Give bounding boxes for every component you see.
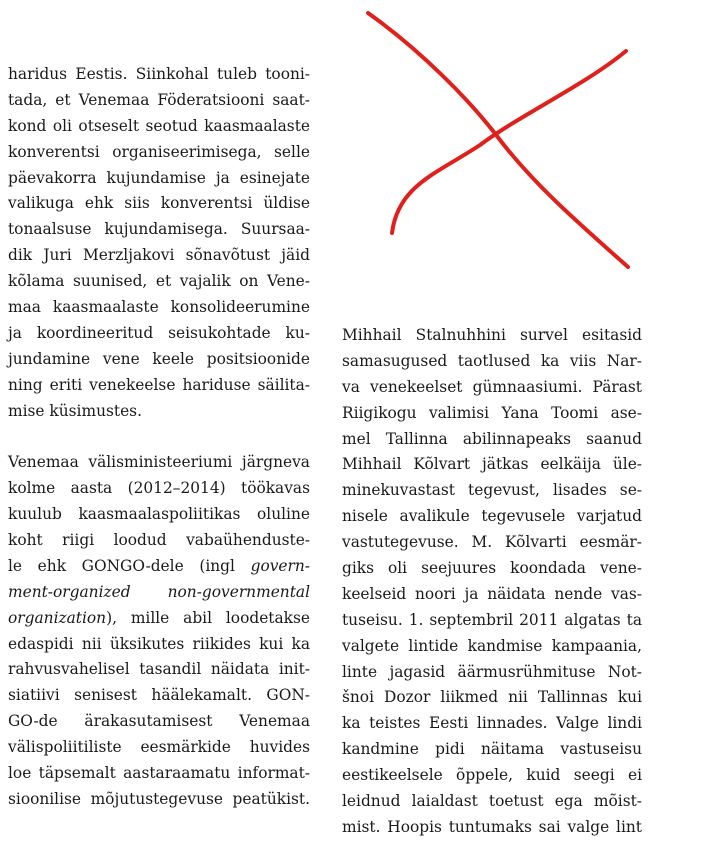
text-line: keelseid noori ja näidata nende vas- [342, 584, 642, 603]
text-line: tonaalsuse kujundamisega. Suursaa- [8, 220, 310, 239]
text-line: kandmine pidi näitama vastuseisu [342, 740, 642, 759]
text-line: Mihhail Stalnuhhini survel esitasid [342, 326, 642, 344]
text-line: ja koordineeritud seisukohtade ku- [8, 323, 310, 342]
paragraph [8, 62, 310, 424]
paragraph [342, 323, 642, 841]
cross-stroke [368, 13, 628, 267]
text-line: dik Juri Merzljakovi sõnavõtust jäid [8, 246, 310, 265]
italic-text-line: ment-organized non-governmental [8, 582, 310, 601]
red-cross-mark [360, 5, 640, 275]
text-line: linte jagasid äärmusrühmituse Not- [342, 662, 642, 681]
text-line: kolme aasta (2012–2014) töökavas [8, 479, 310, 498]
text-line: rahvusvahelisel tasandil näidata init- [8, 660, 310, 679]
text-line [8, 554, 310, 580]
paragraph-gap [8, 424, 310, 450]
paragraph [8, 450, 310, 812]
text-line: eestikeelsele õppele, kuid seegi ei [342, 766, 642, 785]
text-line: minekuvastast tegevust, lisades se- [342, 481, 642, 500]
text-line: ka teistes Eesti linnades. Valge lindi [342, 714, 642, 733]
text-line: maa kaasmaalaste konsolideerumine [8, 298, 310, 317]
italic-text: organization [8, 608, 107, 627]
text-line: GO-de ärakasutamisest Venemaa [8, 712, 310, 731]
text-line: haridus Eestis. Siinkohal tuleb tooni- [8, 65, 310, 83]
text-line: nisele avalikule tegevusele varjatud [342, 507, 642, 526]
text-line: giks oli seejuures koondada vene- [342, 559, 642, 578]
text-line: jundamine vene keele positsioonide [8, 349, 310, 368]
italic-text: govern- [250, 556, 310, 575]
text-line: päevakorra kujundamise ja esinejate [8, 168, 310, 187]
text-line: mel Tallinna abilinnapeaks saanud [342, 429, 642, 448]
right-column [342, 323, 642, 841]
text-run: le ehk GONGO-dele (ingl [8, 556, 251, 575]
text-line: tada, et Venemaa Föderatsiooni saat- [8, 90, 310, 109]
text-line: kuulub kaasmaalaspoliitikas oluline [8, 505, 310, 524]
text-line: edaspidi nii üksikutes riikides kui ka [8, 634, 310, 653]
text-line: koht riigi loodud vabaühenduste- [8, 531, 310, 550]
text-line: tuseisu. 1. septembril 2011 algatas ta [342, 610, 642, 629]
text-line: valikuga ehk siis konverentsi üldise [8, 194, 310, 213]
text-line: sioonilise mõjutustegevuse peatükist. [8, 789, 310, 808]
text-line: va venekeelset gümnaasiumi. Pärast [342, 377, 642, 396]
text-run: ), mille abil loodetakse [106, 608, 310, 627]
text-line [8, 606, 310, 632]
text-line: samasugused taotlused ka viis Nar- [342, 351, 642, 370]
text-line: valgete lintide kandmise kampaania, [342, 636, 642, 655]
text-line: ning eriti venekeelse hariduse säilita- [8, 375, 310, 394]
text-line: šnoi Dozor liikmed nii Tallinnas kui [342, 688, 642, 707]
text-line: mist. Hoopis tuntumaks sai valge lint [342, 817, 642, 836]
text-line: kond oli otseselt seotud kaasmaalaste [8, 116, 310, 135]
left-column [8, 62, 310, 813]
text-line: Mihhail Kõlvart jätkas eelkäija üle- [342, 455, 642, 474]
text-line: siatiivi senisest häälekamalt. GON- [8, 686, 310, 705]
text-line: konverentsi organiseerimisega, selle [8, 142, 310, 161]
text-line: Venemaa välisministeeriumi järgneva [8, 453, 310, 472]
text-line: vastutegevuse. M. Kõlvarti eesmär- [342, 533, 642, 552]
text-line: loe täpsemalt aastaraamatu informat- [8, 764, 310, 783]
text-line: mise küsimustes. [8, 401, 142, 420]
text-line: kõlama suunised, et vajalik on Vene- [8, 272, 310, 291]
text-line: leidnud laialdast toetust ega mõist- [342, 792, 642, 811]
text-line: Riigikogu valimisi Yana Toomi ase- [342, 403, 642, 422]
text-line: välispoliitiliste eesmärkide huvides [8, 738, 310, 757]
cross-stroke [392, 51, 626, 233]
